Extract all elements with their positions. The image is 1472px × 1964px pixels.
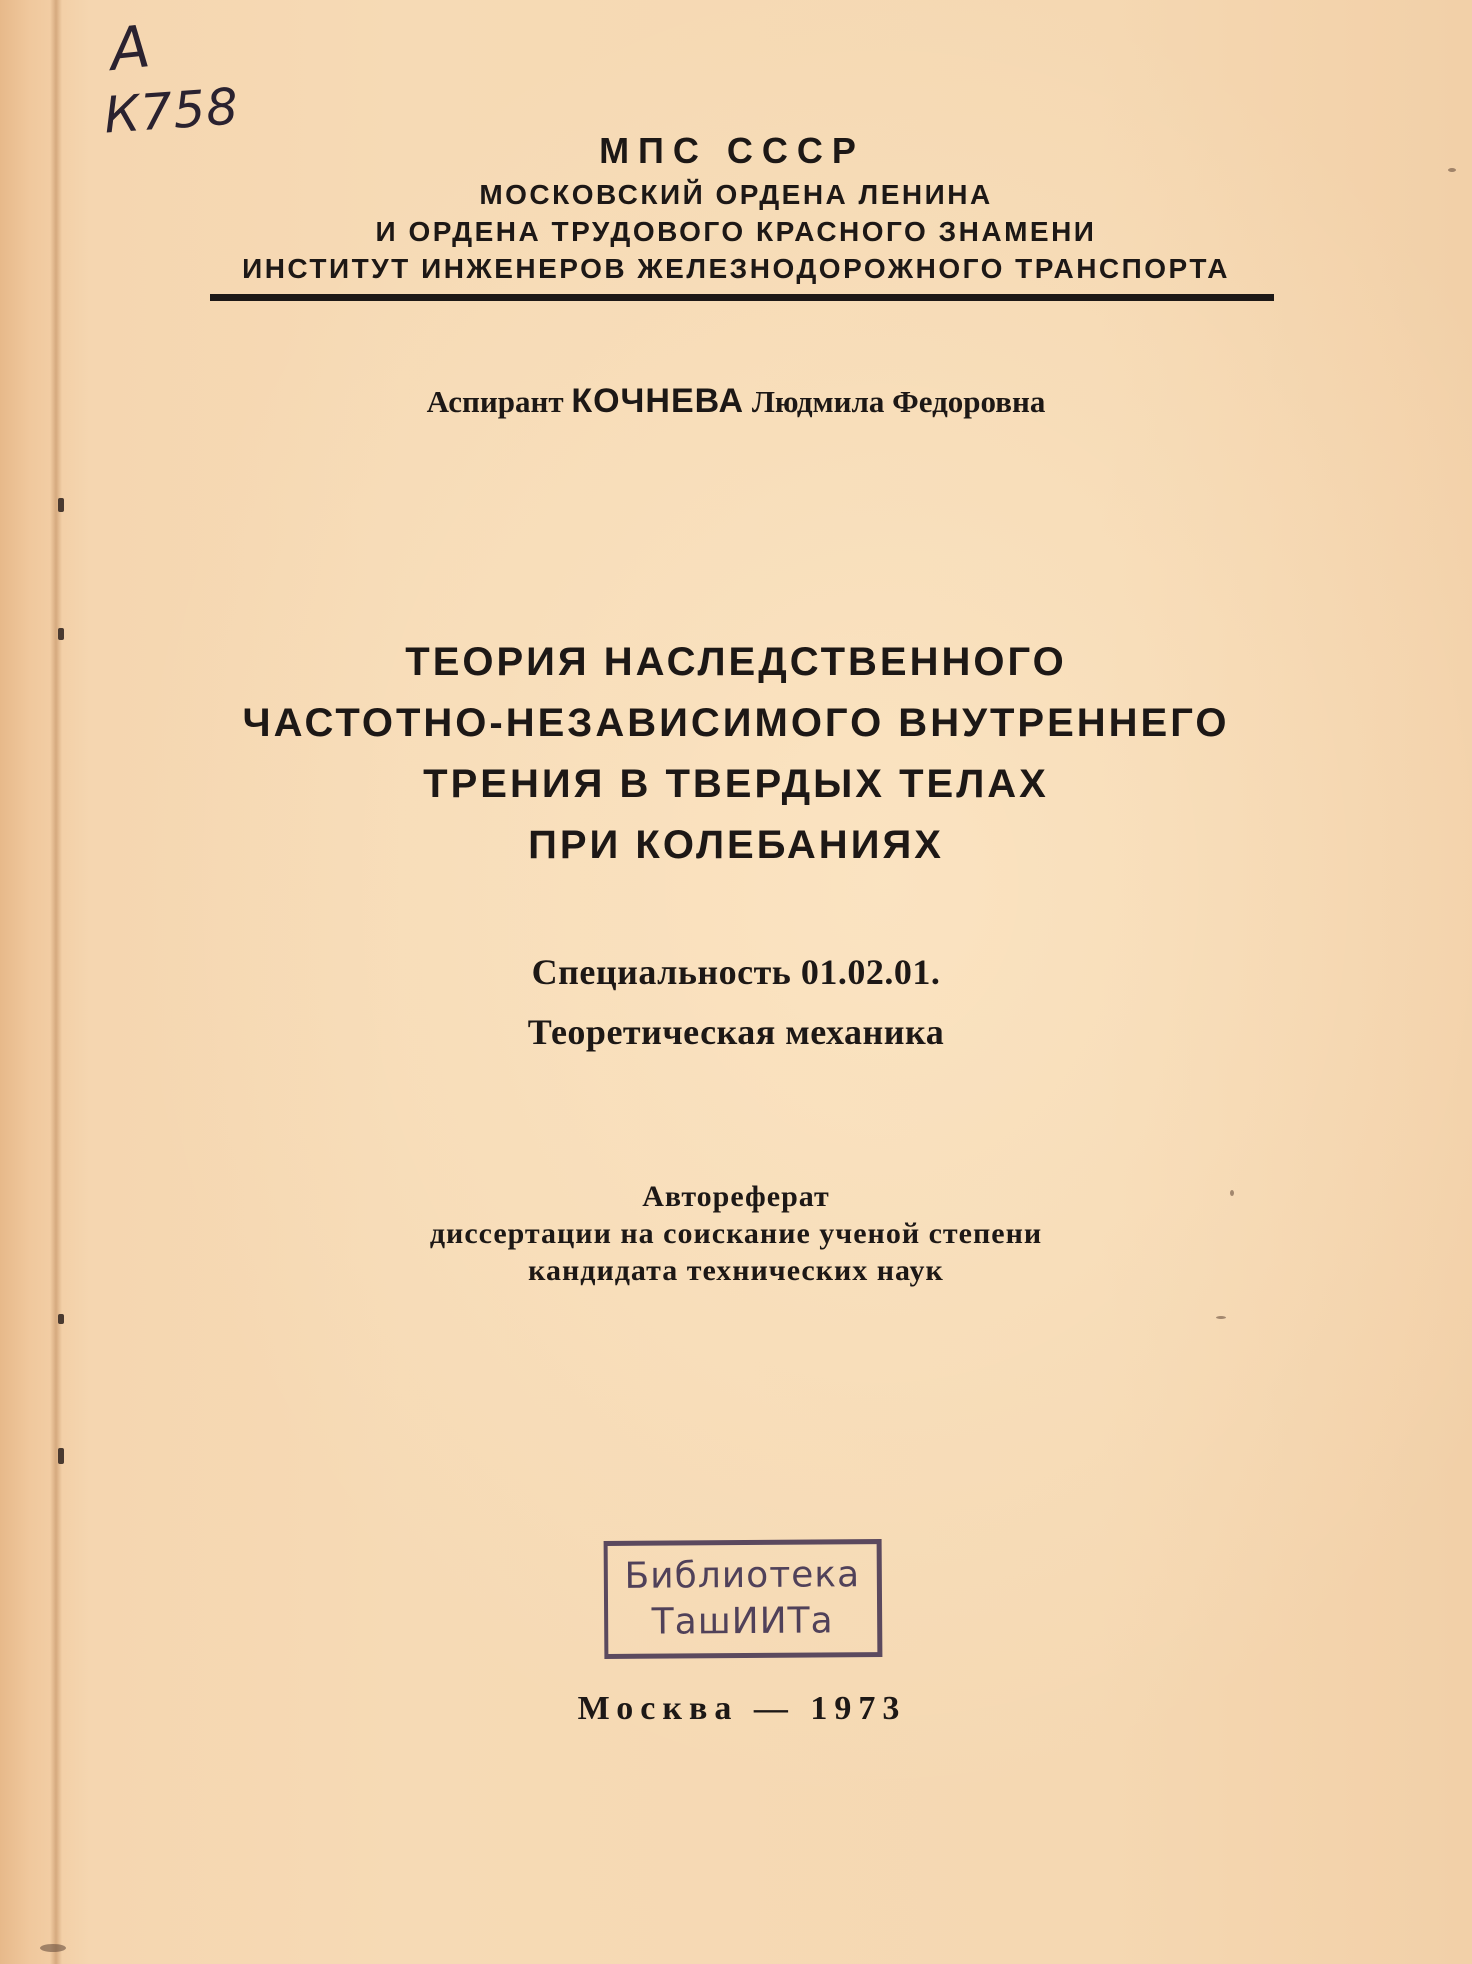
paper-speck (40, 1944, 66, 1952)
abstract-block (0, 1178, 1472, 1289)
abstract-line-2: диссертации на соискание ученой степени (429, 1217, 1043, 1250)
author-surname: КОЧНЕВА (571, 382, 745, 420)
abstract-line-1: Автореферат (642, 1180, 830, 1213)
title-line-2: ЧАСТОТНО-НЕЗАВИСИМОГО ВНУТРЕННЕГО (242, 701, 1230, 745)
binding-staple-top (58, 498, 64, 512)
stamp-line-2: ТашИИТа (651, 1600, 834, 1643)
abstract-line-3: кандидата технических наук (528, 1254, 944, 1287)
specialty-block (0, 942, 1472, 1062)
title-line-1: ТЕОРИЯ НАСЛЕДСТВЕННОГО (405, 640, 1067, 684)
author-given-names: Людмила Федоровна (751, 384, 1046, 419)
institution-header (0, 126, 1472, 287)
handwritten-shelf-letter: А (106, 12, 154, 84)
binding-staple-low (58, 1314, 64, 1324)
handwritten-shelf-code: К758 (102, 77, 241, 145)
institution-line-3: ИНСТИТУТ ИНЖЕНЕРОВ ЖЕЛЕЗНОДОРОЖНОГО ТРАНСПОРТА (242, 253, 1230, 284)
library-stamp (604, 1539, 883, 1659)
title-line-3: ТРЕНИЯ В ТВЕРДЫХ ТЕЛАХ (423, 762, 1049, 806)
institution-line-2: И ОРДЕНА ТРУДОВОГО КРАСНОГО ЗНАМЕНИ (375, 216, 1097, 247)
specialty-code: Специальность 01.02.01. (531, 952, 941, 992)
imprint-city-year: Москва — 1973 (577, 1690, 907, 1727)
binding-staple-bottom (58, 1448, 64, 1464)
specialty-name: Теоретическая механика (527, 1012, 945, 1052)
dissertation-title (0, 632, 1472, 876)
author-role: Аспирант (426, 384, 564, 419)
stamp-line-1: Библиотека (624, 1554, 861, 1597)
ministry-name: МПС СССР (599, 130, 865, 171)
institution-line-1: МОСКОВСКИЙ ОРДЕНА ЛЕНИНА (479, 179, 993, 210)
author-line (0, 382, 1472, 421)
paper-speck (1216, 1316, 1226, 1319)
title-line-4: ПРИ КОЛЕБАНИЯХ (528, 823, 944, 867)
header-divider (210, 294, 1274, 301)
